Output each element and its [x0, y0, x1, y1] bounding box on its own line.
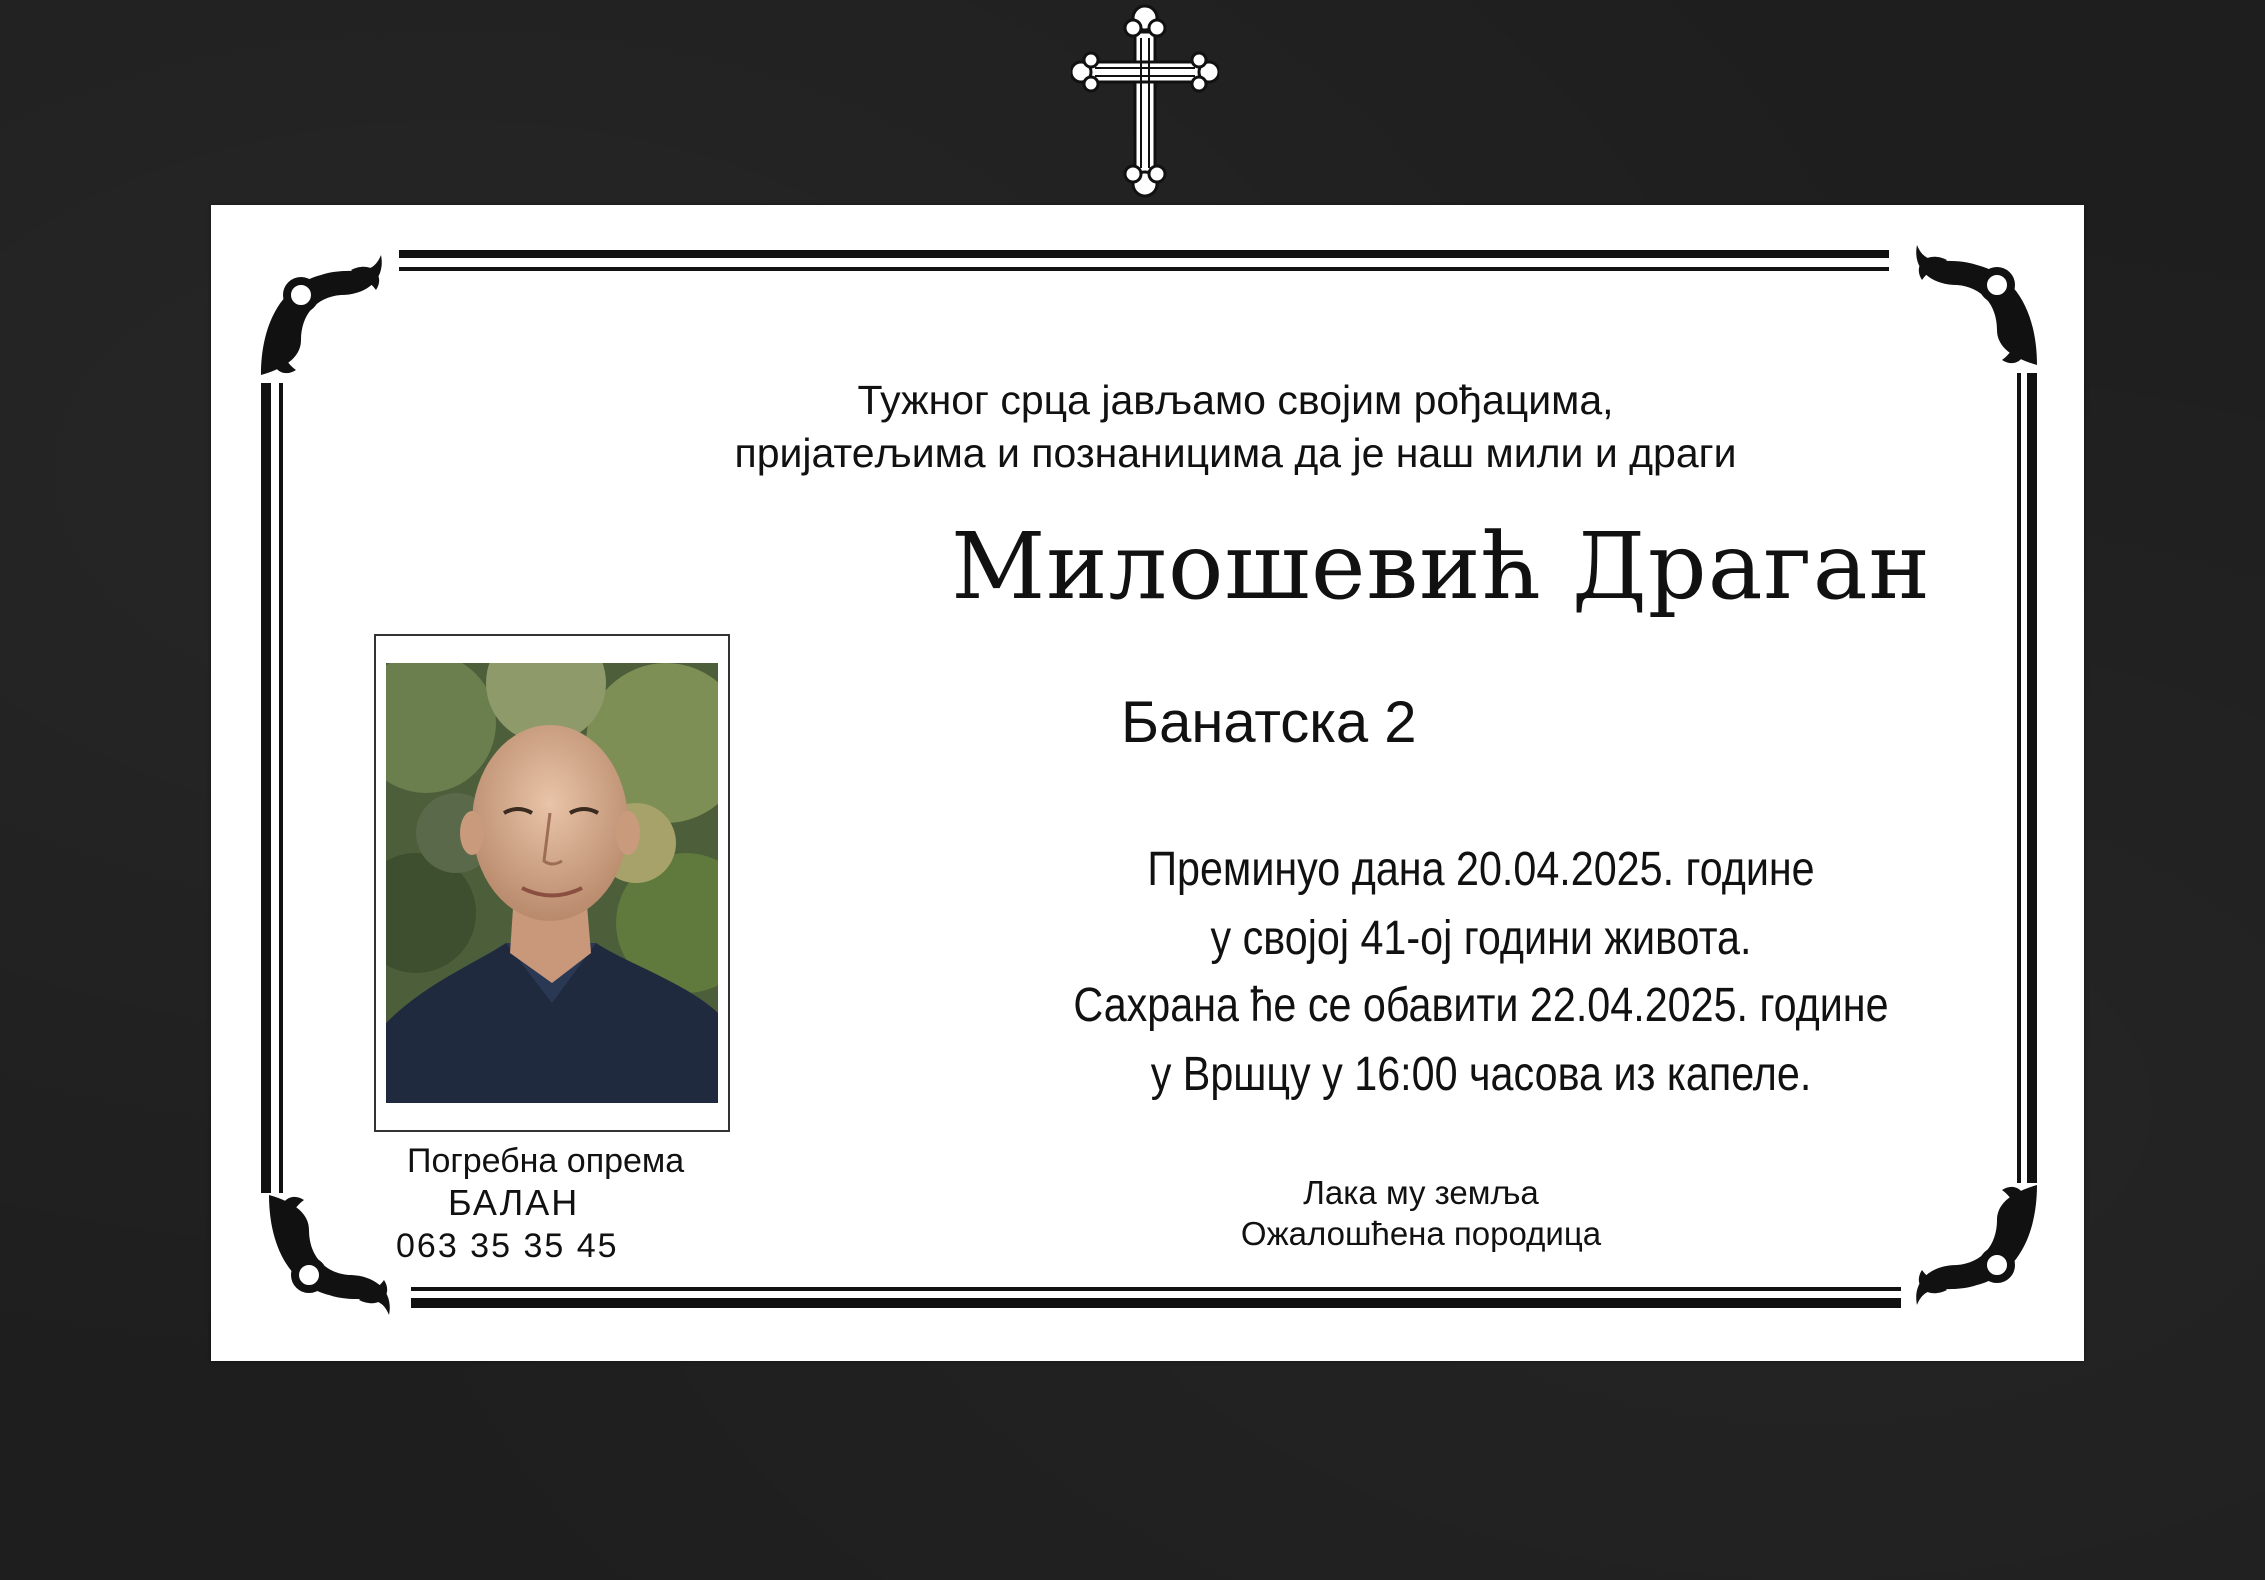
funeral-place-line: у Вршцу у 16:00 часова из капеле.	[1150, 1048, 1812, 1101]
closing-line-1: Лака му земља	[1303, 1174, 1539, 1211]
funeral-date-line: Сахрана ће се обавити 22.04.2025. године	[1073, 979, 1889, 1032]
deceased-name: Милошевић Драган	[951, 513, 1931, 620]
portrait-frame	[374, 634, 730, 1132]
street-address: Банатска 2	[1121, 690, 1417, 755]
orthodox-cross-icon	[1071, 2, 1219, 198]
death-date-line: Преминуо дана 20.04.2025. године	[1147, 843, 1815, 896]
fleur-corner-ornament-icon	[269, 1195, 390, 1315]
fleur-corner-ornament-icon	[261, 255, 382, 375]
fleur-corner-ornament-icon	[1916, 245, 2037, 365]
intro-line-1: Тужног срца јављамо својим рођацима,	[857, 377, 1614, 423]
sponsor-label: Погребна опрема	[407, 1142, 685, 1180]
closing-line-2: Ожалошћена породица	[1240, 1215, 1602, 1252]
sponsor-company: БАЛАН	[448, 1182, 580, 1223]
sponsor-phone: 063 35 35 45	[396, 1227, 619, 1265]
fleur-corner-ornament-icon	[1916, 1185, 2037, 1305]
obituary-card	[211, 205, 2084, 1361]
intro-line-2: пријатељима и познаницима да је наш мили и драги	[734, 430, 1737, 476]
age-line: у својој 41-ој години живота.	[1210, 912, 1752, 965]
portrait-photo	[386, 663, 718, 1103]
